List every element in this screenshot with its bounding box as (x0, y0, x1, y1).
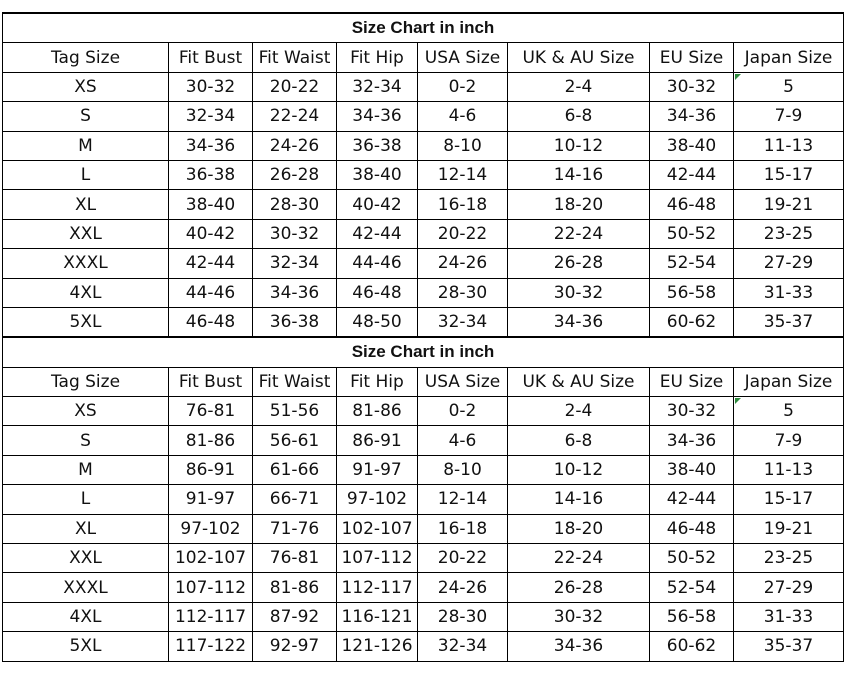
column-header: Fit Bust (169, 367, 253, 396)
size-value-cell: 34-36 (169, 131, 253, 160)
size-value-cell: 28-30 (253, 190, 337, 219)
size-value-cell: 10-12 (508, 131, 650, 160)
size-value-cell: 26-28 (508, 573, 650, 602)
size-value-cell: 20-22 (418, 219, 508, 248)
tag-size-cell: 5XL (3, 307, 169, 337)
size-value-cell: 7-9 (734, 426, 844, 455)
tag-size-cell: M (3, 455, 169, 484)
table-row (3, 249, 844, 278)
size-value-cell: 30-32 (650, 397, 734, 426)
size-value-cell: 50-52 (650, 544, 734, 573)
table-row (3, 72, 844, 101)
column-header: UK & AU Size (508, 43, 650, 72)
size-value-cell: 76-81 (169, 397, 253, 426)
size-value-cell: 38-40 (337, 160, 418, 189)
column-header: Japan Size (734, 367, 844, 396)
size-value-cell: 32-34 (253, 249, 337, 278)
column-header: Fit Waist (253, 43, 337, 72)
size-value-cell: 40-42 (337, 190, 418, 219)
size-value-cell: 31-33 (734, 278, 844, 307)
size-value-cell: 36-38 (253, 307, 337, 337)
tag-size-cell: L (3, 485, 169, 514)
size-value-cell: 7-9 (734, 102, 844, 131)
column-header: Tag Size (3, 367, 169, 396)
table-row (3, 514, 844, 543)
size-value-cell: 2-4 (508, 397, 650, 426)
size-value-cell: 14-16 (508, 485, 650, 514)
size-value-cell: 60-62 (650, 632, 734, 661)
size-value-cell: 8-10 (418, 131, 508, 160)
size-value-cell: 107-112 (337, 544, 418, 573)
size-value-cell: 23-25 (734, 219, 844, 248)
table-row (3, 102, 844, 131)
size-value-cell: 102-107 (337, 514, 418, 543)
size-value-cell: 0-2 (418, 72, 508, 101)
table-row (3, 485, 844, 514)
column-header: USA Size (418, 43, 508, 72)
size-value-cell: 87-92 (253, 602, 337, 631)
table-row (3, 219, 844, 248)
size-value-cell: 52-54 (650, 573, 734, 602)
column-header: EU Size (650, 43, 734, 72)
size-value-cell: 18-20 (508, 190, 650, 219)
size-value-cell: 48-50 (337, 307, 418, 337)
column-header: Fit Hip (337, 43, 418, 72)
size-value-cell: 46-48 (650, 190, 734, 219)
size-value-cell: 5 (734, 397, 844, 426)
size-value-cell: 51-56 (253, 397, 337, 426)
chart-title: Size Chart in inch (3, 13, 844, 43)
size-value-cell: 97-102 (169, 514, 253, 543)
size-value-cell: 22-24 (253, 102, 337, 131)
tag-size-cell: XS (3, 397, 169, 426)
tag-size-cell: M (3, 131, 169, 160)
size-value-cell: 32-34 (169, 102, 253, 131)
size-value-cell: 2-4 (508, 72, 650, 101)
size-value-cell: 11-13 (734, 455, 844, 484)
table-row (3, 278, 844, 307)
size-value-cell: 42-44 (169, 249, 253, 278)
size-value-cell: 61-66 (253, 455, 337, 484)
size-value-cell: 112-117 (169, 602, 253, 631)
size-value-cell: 24-26 (253, 131, 337, 160)
size-value-cell: 32-34 (337, 72, 418, 101)
size-value-cell: 112-117 (337, 573, 418, 602)
tag-size-cell: XXXL (3, 573, 169, 602)
tag-size-cell: 4XL (3, 602, 169, 631)
column-header: Fit Hip (337, 367, 418, 396)
tag-size-cell: 5XL (3, 632, 169, 661)
column-header: UK & AU Size (508, 367, 650, 396)
size-value-cell: 36-38 (337, 131, 418, 160)
size-value-cell: 102-107 (169, 544, 253, 573)
column-header: Japan Size (734, 43, 844, 72)
column-header: Fit Bust (169, 43, 253, 72)
size-value-cell: 8-10 (418, 455, 508, 484)
size-value-cell: 38-40 (650, 131, 734, 160)
tag-size-cell: XXL (3, 544, 169, 573)
size-value-cell: 18-20 (508, 514, 650, 543)
size-value-cell: 42-44 (337, 219, 418, 248)
size-value-cell: 121-126 (337, 632, 418, 661)
size-value-cell: 50-52 (650, 219, 734, 248)
column-header: EU Size (650, 367, 734, 396)
size-value-cell: 20-22 (253, 72, 337, 101)
chart-title-row (3, 337, 844, 367)
column-header: Tag Size (3, 43, 169, 72)
size-value-cell: 97-102 (337, 485, 418, 514)
size-value-cell: 116-121 (337, 602, 418, 631)
size-value-cell: 86-91 (337, 426, 418, 455)
size-value-cell: 38-40 (650, 455, 734, 484)
size-value-cell: 66-71 (253, 485, 337, 514)
size-value-cell: 12-14 (418, 485, 508, 514)
size-value-cell: 44-46 (337, 249, 418, 278)
size-value-cell: 19-21 (734, 190, 844, 219)
size-value-cell: 23-25 (734, 544, 844, 573)
tag-size-cell: XXL (3, 219, 169, 248)
tag-size-cell: XL (3, 190, 169, 219)
tag-size-cell: XL (3, 514, 169, 543)
size-value-cell: 81-86 (337, 397, 418, 426)
size-value-cell: 28-30 (418, 278, 508, 307)
size-value-cell: 27-29 (734, 573, 844, 602)
size-value-cell: 20-22 (418, 544, 508, 573)
size-value-cell: 56-61 (253, 426, 337, 455)
size-value-cell: 4-6 (418, 426, 508, 455)
size-value-cell: 35-37 (734, 307, 844, 337)
size-value-cell: 15-17 (734, 485, 844, 514)
size-value-cell: 46-48 (337, 278, 418, 307)
size-value-cell: 6-8 (508, 426, 650, 455)
size-value-cell: 52-54 (650, 249, 734, 278)
tag-size-cell: 4XL (3, 278, 169, 307)
size-value-cell: 30-32 (253, 219, 337, 248)
size-value-cell: 60-62 (650, 307, 734, 337)
size-value-cell: 26-28 (508, 249, 650, 278)
size-value-cell: 81-86 (253, 573, 337, 602)
table-row (3, 160, 844, 189)
size-value-cell: 19-21 (734, 514, 844, 543)
size-value-cell: 22-24 (508, 219, 650, 248)
size-value-cell: 32-34 (418, 632, 508, 661)
size-value-cell: 34-36 (337, 102, 418, 131)
size-value-cell: 56-58 (650, 602, 734, 631)
size-value-cell: 71-76 (253, 514, 337, 543)
size-value-cell: 30-32 (508, 278, 650, 307)
size-value-cell: 92-97 (253, 632, 337, 661)
size-value-cell: 30-32 (508, 602, 650, 631)
size-value-cell: 24-26 (418, 249, 508, 278)
size-value-cell: 24-26 (418, 573, 508, 602)
chart-title-row (3, 13, 844, 43)
size-value-cell: 42-44 (650, 485, 734, 514)
size-value-cell: 35-37 (734, 632, 844, 661)
size-value-cell: 44-46 (169, 278, 253, 307)
size-value-cell: 10-12 (508, 455, 650, 484)
size-value-cell: 40-42 (169, 219, 253, 248)
column-header: USA Size (418, 367, 508, 396)
size-value-cell: 46-48 (169, 307, 253, 337)
size-value-cell: 86-91 (169, 455, 253, 484)
chart-title: Size Chart in inch (3, 337, 844, 367)
size-value-cell: 22-24 (508, 544, 650, 573)
size-value-cell: 5 (734, 72, 844, 101)
size-value-cell: 27-29 (734, 249, 844, 278)
size-value-cell: 32-34 (418, 307, 508, 337)
size-value-cell: 42-44 (650, 160, 734, 189)
size-value-cell: 34-36 (253, 278, 337, 307)
tag-size-cell: S (3, 426, 169, 455)
size-value-cell: 6-8 (508, 102, 650, 131)
size-value-cell: 34-36 (650, 426, 734, 455)
table-row (3, 602, 844, 631)
size-value-cell: 4-6 (418, 102, 508, 131)
size-value-cell: 36-38 (169, 160, 253, 189)
size-value-cell: 0-2 (418, 397, 508, 426)
tag-size-cell: S (3, 102, 169, 131)
size-value-cell: 11-13 (734, 131, 844, 160)
size-value-cell: 31-33 (734, 602, 844, 631)
table-row (3, 426, 844, 455)
size-value-cell: 56-58 (650, 278, 734, 307)
tag-size-cell: L (3, 160, 169, 189)
size-value-cell: 15-17 (734, 160, 844, 189)
tag-size-cell: XS (3, 72, 169, 101)
table-row (3, 632, 844, 661)
size-value-cell: 16-18 (418, 514, 508, 543)
column-header: Fit Waist (253, 367, 337, 396)
table-row (3, 573, 844, 602)
size-value-cell: 91-97 (169, 485, 253, 514)
size-value-cell: 34-36 (508, 632, 650, 661)
size-chart-body (3, 13, 844, 661)
size-value-cell: 30-32 (650, 72, 734, 101)
size-value-cell: 26-28 (253, 160, 337, 189)
size-value-cell: 12-14 (418, 160, 508, 189)
column-header-row (3, 43, 844, 72)
table-row (3, 307, 844, 337)
size-value-cell: 34-36 (650, 102, 734, 131)
column-header-row (3, 367, 844, 396)
table-row (3, 131, 844, 160)
size-chart-table (2, 12, 844, 662)
table-row (3, 397, 844, 426)
table-row (3, 455, 844, 484)
size-value-cell: 34-36 (508, 307, 650, 337)
size-value-cell: 14-16 (508, 160, 650, 189)
size-value-cell: 81-86 (169, 426, 253, 455)
size-value-cell: 28-30 (418, 602, 508, 631)
size-value-cell: 91-97 (337, 455, 418, 484)
size-value-cell: 16-18 (418, 190, 508, 219)
tag-size-cell: XXXL (3, 249, 169, 278)
size-value-cell: 30-32 (169, 72, 253, 101)
size-value-cell: 117-122 (169, 632, 253, 661)
size-value-cell: 107-112 (169, 573, 253, 602)
table-row (3, 190, 844, 219)
size-value-cell: 46-48 (650, 514, 734, 543)
table-row (3, 544, 844, 573)
size-value-cell: 76-81 (253, 544, 337, 573)
size-value-cell: 38-40 (169, 190, 253, 219)
